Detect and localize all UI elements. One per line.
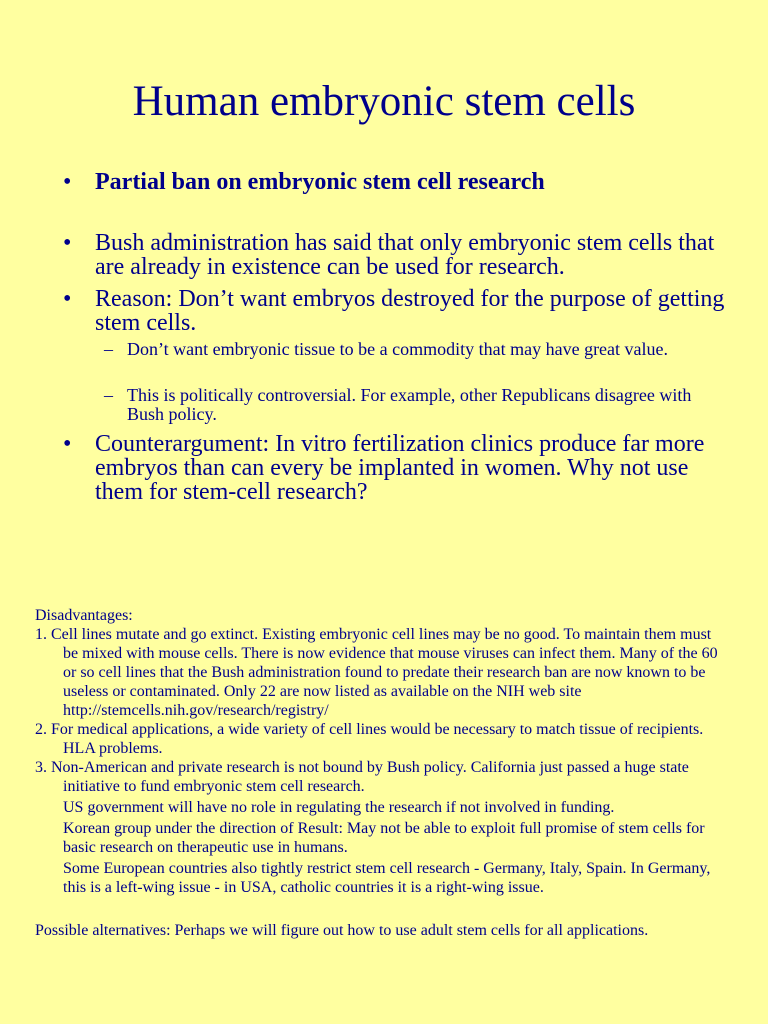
bullet-icon: • (63, 230, 72, 256)
speaker-notes (35, 606, 725, 940)
sub-bullet-text: This is politically controversial. For example, other Republicans disagree with Bush policy. (127, 385, 692, 424)
dash-icon: – (104, 339, 113, 359)
bullet-text: Partial ban on embryonic stem cell research (95, 169, 545, 195)
bullet-icon: • (63, 169, 72, 195)
dash-icon: – (104, 385, 113, 405)
notes-item-1: 1. Cell lines mutate and go extinct. Existing embryonic cell lines may be no good. To maintain them must be mixed with mouse cells. There is now evidence that mouse viruses can infect them. Many of the 60 or so cell lines that the Bush administration found to predate their research ban are now known to be useless or contaminated. Only 22 are now listed as available on the NIH web site http://stemcells.nih.gov/research/registry/ (35, 626, 718, 719)
sub-bullet-text: Don’t want embryonic tissue to be a commodity that may have great value. (127, 339, 669, 359)
notes-alternatives: Possible alternatives: Perhaps we will figure out how to use adult stem cells for all applications. (35, 922, 649, 939)
notes-paragraph-2: Korean group under the direction of Result: May not be able to exploit full promise of stem cells for basic research on therapeutic use in humans. (63, 820, 705, 856)
bullet-text: Reason: Don’t want embryos destroyed for the purpose of getting stem cells. (95, 286, 725, 336)
notes-paragraph-1: US government will have no role in regulating the research if not involved in funding. (63, 799, 615, 816)
notes-item-2: 2. For medical applications, a wide variety of cell lines would be necessary to match tissue of recipients. HLA problems. (35, 721, 704, 757)
bullet-text: Bush administration has said that only embryonic stem cells that are already in existence can be used for research. (95, 230, 715, 280)
slide-title: Human embryonic stem cells (132, 78, 636, 125)
notes-paragraph-3: Some European countries also tightly restrict stem cell research - Germany, Italy, Spain. In Germany, this is a left-wing issue - in USA, catholic countries it is a right-wing issue. (63, 860, 711, 896)
bullet-icon: • (63, 431, 72, 457)
notes-item-3: 3. Non-American and private research is not bound by Bush policy. California just passed a huge state initiative to fund embryonic stem cell research. (35, 759, 689, 795)
bullet-icon: • (63, 286, 72, 312)
notes-heading: Disadvantages: (35, 607, 133, 624)
bullet-text: Counterargument: In vitro fertilization clinics produce far more embryos than can every be implanted in women. Why not use them for stem-cell research? (95, 431, 705, 505)
